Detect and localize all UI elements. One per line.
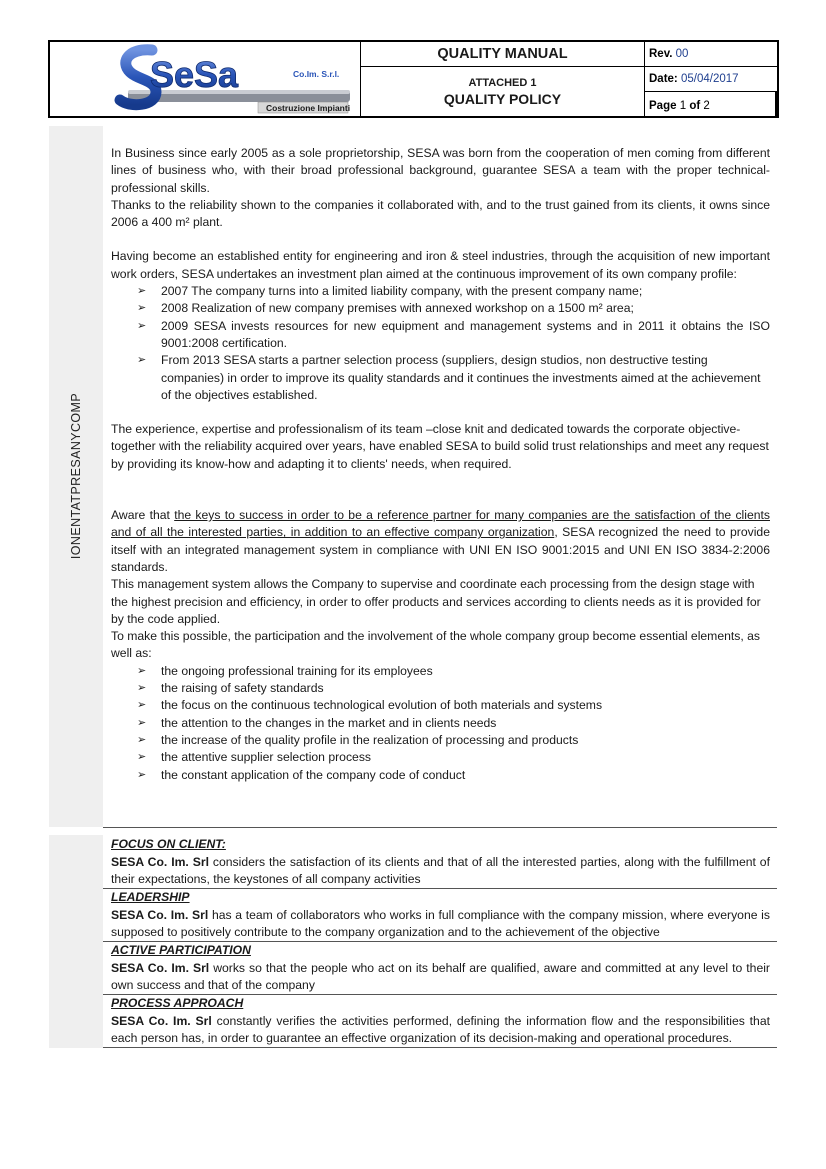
principle-title: LEADERSHIP [111,890,190,904]
logo-suffix-text: Co.Im. S.r.l. [293,69,340,79]
paragraph-aware: Aware that the keys to success in order to be a reference partner for many companies are the satisfaction of the clients and of all the interested parties, in addition to an effective company organization, SESA recognized the need to provide itself with an integrated management system in compliance with UNI EN ISO 9001:2015 and UNI EN ISO 3834-2:2006 standards. [111,508,770,574]
attachment-label: ATTACHED 1 [468,77,537,89]
principle-title: PROCESS APPROACH [111,996,244,1010]
paragraph-history: In Business since early 2005 as a sole proprietorship, SESA was born from the cooperation of men coming from different lines of business who, with their broad professional background, guarantee SESA a team with the proper technical-professional skills. [111,146,770,195]
manual-title: QUALITY MANUAL [361,42,644,67]
principle-leadership: LEADERSHIP SESA Co. Im. Srl has a team of collaborators who works in full compliance with the company mission, where everyone is supposed to positively contribute to the company organization and to the achievement of the objective [111,890,770,939]
section-divider [103,827,777,828]
list-item: ➢ the increase of the quality profile in the realization of processing and products [137,732,770,749]
page-row: Page 1 of 2 [645,92,777,118]
arrow-bullet-icon: ➢ [137,768,147,781]
logo-tagline-text: Costruzione Impianti [266,103,351,113]
date-row: Date: 05/04/2017 [645,67,777,92]
page-number: 1 [679,100,687,112]
arrow-bullet-icon: ➢ [137,319,147,332]
date-value: 05/04/2017 [680,73,739,85]
paragraph-participation: To make this possible, the participation and the involvement of the whole company group become essential elements, as well as: [111,629,761,661]
section-divider [103,1047,777,1048]
sesa-logo [108,44,353,116]
policy-body [111,145,770,784]
vertical-side-text: IONENTATPRESANYCOMP [69,392,83,560]
principle-focus-on-client: FOCUS ON CLIENT: SESA Co. Im. Srl considers the satisfaction of its clients and that of all the interested parties, along with the fulfillment of their expectations, the keystones of all company activities [111,837,770,886]
principle-active-participation: ACTIVE PARTICIPATION SESA Co. Im. Srl works so that the people who act on its behalf are qualified, aware and committed at any level to their own success and that of the company [111,943,770,992]
list-item: ➢ 2007 The company turns into a limited liability company, with the present company name; [137,283,770,300]
document-header [48,40,779,118]
elements-list [111,663,770,784]
arrow-bullet-icon: ➢ [137,302,147,315]
arrow-bullet-icon: ➢ [137,751,147,764]
revision-value: 00 [675,48,689,60]
arrow-bullet-icon: ➢ [137,682,147,695]
revision-row: Rev. 00 [645,42,777,67]
paragraph-management-system: This management system allows the Company to supervise and coordinate each processing from the design stage with the highest precision and efficiency, in order to offer products and services according to clients needs as it is provided for by the code applied. [111,577,761,626]
title-cell [361,42,645,116]
page-total: 2 [703,100,710,112]
principle-process-approach: PROCESS APPROACH SESA Co. Im. Srl constantly verifies the activities performed, defining the information flow and the responsibilities that each person has, in order to guarantee an effective organization of its decision-making and operational procedures. [111,996,770,1045]
list-item: ➢ the raising of safety standards [137,680,770,697]
arrow-bullet-icon: ➢ [137,716,147,729]
paragraph-plant: Thanks to the reliability shown to the companies it collaborated with, and to the trust gained from its clients, it owns since 2006 a 400 m² plant. [111,197,770,230]
list-item: ➢ the constant application of the company code of conduct [137,767,770,784]
list-item: ➢ the attentive supplier selection process [137,749,770,766]
milestone-list [111,283,770,404]
logo-brand-text: SeSa [150,54,239,95]
arrow-bullet-icon: ➢ [137,733,147,746]
left-margin-band-lower [49,835,103,1048]
list-item: ➢ 2008 Realization of new company premises with annexed workshop on a 1500 m² area; [137,300,770,317]
list-item: ➢ the focus on the continuous technological evolution of both materials and systems [137,697,770,714]
revision-cell [645,42,777,116]
arrow-bullet-icon: ➢ [137,354,147,367]
list-item: ➢ the attention to the changes in the market and in clients needs [137,715,770,732]
paragraph-experience: The experience, expertise and professionalism of its team –close knit and dedicated towards the corporate objective- together with the reliability acquired over years, have enabled SESA to build solid trust relationships and meet any request by providing its know-how and adapting it to clients' needs, when required. [111,422,769,471]
logo-cell [50,42,361,116]
arrow-bullet-icon: ➢ [137,664,147,677]
list-item: ➢ 2009 SESA invests resources for new equipment and management systems and in 2011 it obtains the ISO 9001:2008 certification. [137,318,770,350]
list-item: ➢ the ongoing professional training for its employees [137,663,770,680]
list-item: ➢ From 2013 SESA starts a partner selection process (suppliers, design studios, non destructive testing companies) in order to improve its quality standards and it continues the investments aimed at the achievement of the objectives established. [137,353,761,402]
arrow-bullet-icon: ➢ [137,699,147,712]
principle-title: FOCUS ON CLIENT: [111,837,226,851]
arrow-bullet-icon: ➢ [137,285,147,298]
paragraph-investment: Having become an established entity for engineering and iron & steel industries, through the acquisition of new important work orders, SESA undertakes an investment plan aimed at the continuous improvement of its own company profile: [111,249,770,281]
document-title: QUALITY POLICY [443,91,562,107]
principle-title: ACTIVE PARTICIPATION [111,943,251,957]
